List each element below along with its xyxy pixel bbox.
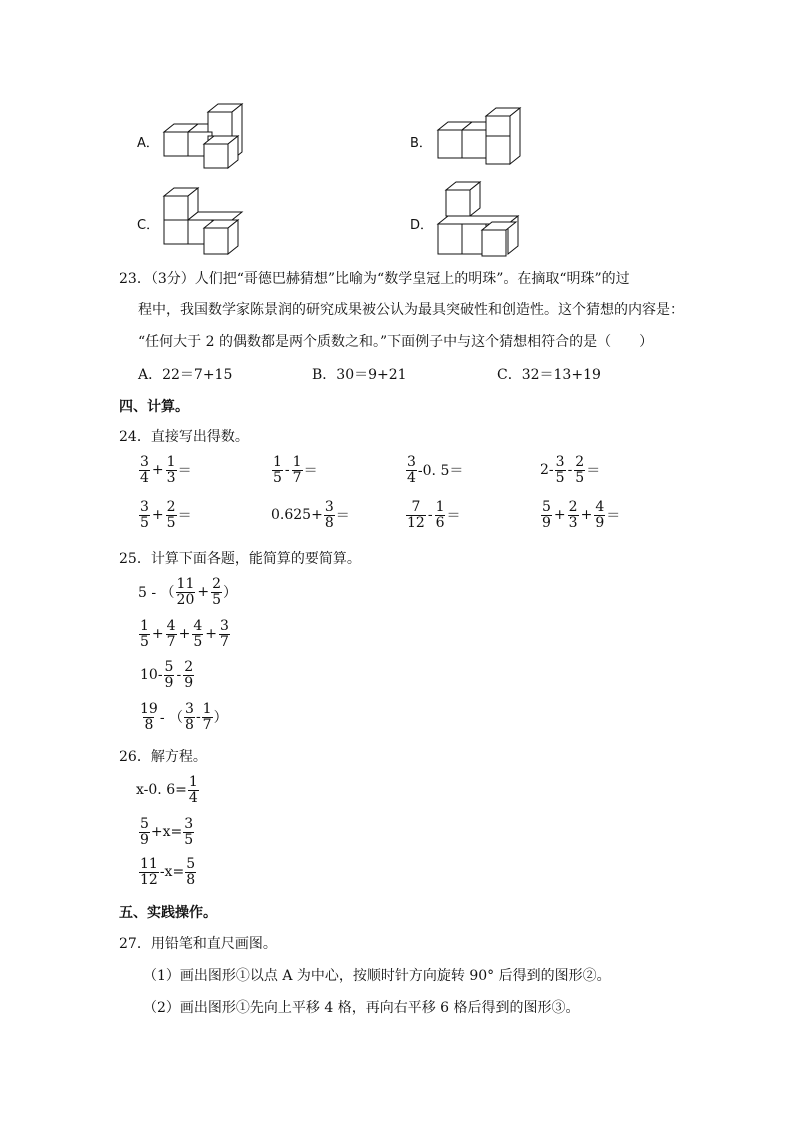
- fraction: $\frac{2}{5}$: [166, 499, 176, 531]
- option-c-label: C．: [137, 218, 160, 233]
- q26-equation-2: $\frac{5}{9}$ +x= $\frac{3}{5}$: [140, 816, 194, 848]
- fraction: $\frac{1}{5}$: [273, 454, 282, 486]
- option-d-label: D．: [410, 218, 434, 233]
- fraction: $\frac{4}{9}$: [595, 499, 605, 531]
- fraction: $\frac{5}{9}$: [542, 499, 551, 531]
- q23-option-c: C．32＝13+19: [497, 367, 601, 383]
- q24-expr-7: $\frac{7}{12}$ - $\frac{1}{6}$ ＝: [407, 499, 461, 531]
- fraction: $\frac{2}{3}$: [568, 499, 578, 531]
- fraction: $\frac{19}{8}$: [140, 701, 158, 733]
- fraction: $\frac{1}{4}$: [188, 774, 198, 806]
- fraction: $\frac{3}{8}$: [185, 701, 194, 733]
- fraction: $\frac{5}{8}$: [186, 856, 196, 888]
- section-5-title: 五、实践操作。: [119, 905, 217, 921]
- fraction: $\frac{5}{9}$: [164, 659, 174, 691]
- q23-line-2: 程中，我国数学家陈景润的研究成果被公认为最具突破性和创造性。这个猜想的内容是：: [138, 302, 684, 318]
- fraction: $\frac{3}{5}$: [184, 816, 194, 848]
- q24-expr-8: $\frac{5}{9}$ + $\frac{2}{3}$ + $\frac{4}{9}$ ＝: [542, 499, 621, 531]
- q25-problem-4: $\frac{19}{8}$ - （ $\frac{3}{8}$ - $\frac{1}{7}$ ）: [140, 701, 228, 733]
- q24-expr-4: 2- $\frac{3}{5}$ - $\frac{2}{5}$ ＝: [540, 454, 601, 486]
- fraction: $\frac{1}{7}$: [292, 454, 302, 486]
- cube-figure-c: [160, 186, 246, 258]
- q26-title: 26．解方程。: [119, 749, 207, 765]
- fraction: $\frac{1}{6}$: [435, 499, 445, 531]
- q24-title: 24．直接写出得数。: [119, 429, 249, 445]
- fraction: $\frac{11}{20}$: [176, 576, 195, 608]
- q24-expr-2: $\frac{1}{5}$ - $\frac{1}{7}$ ＝: [273, 454, 318, 486]
- q24-expr-1: $\frac{3}{4}$ + $\frac{1}{3}$ ＝: [140, 454, 192, 486]
- fraction: $\frac{2}{5}$: [212, 576, 222, 608]
- q25-problem-1: 5 - （ $\frac{11}{20}$ + $\frac{2}{5}$ ）: [138, 576, 238, 608]
- q26-equation-1: x-0. 6= $\frac{1}{4}$: [136, 774, 198, 806]
- q26-equation-3: $\frac{11}{12}$ -x= $\frac{5}{8}$: [140, 856, 196, 888]
- q27-step-1: （1）画出图形①以点 A 为中心，按顺时针方向旋转 90° 后得到的图形②。: [143, 968, 611, 984]
- option-a-label: A．: [137, 136, 159, 151]
- fraction: $\frac{3}{5}$: [140, 499, 149, 531]
- fraction: $\frac{11}{12}$: [140, 856, 158, 888]
- q25-problem-2: $\frac{1}{5}$ + $\frac{4}{7}$ + $\frac{4}{5}$ + $\frac{3}{7}$: [140, 618, 229, 650]
- cube-figure-d: [434, 180, 526, 260]
- option-b-label: B．: [410, 136, 432, 151]
- fraction: $\frac{4}{5}$: [193, 618, 203, 650]
- fraction: $\frac{2}{9}$: [184, 659, 194, 691]
- fraction: $\frac{1}{7}$: [202, 701, 212, 733]
- fraction: $\frac{3}{4}$: [407, 454, 416, 486]
- q23-option-b: B．30＝9+21: [312, 367, 407, 383]
- fraction: $\frac{7}{12}$: [407, 499, 425, 531]
- q23-line-1: 23．（3分）人们把“哥德巴赫猜想”比喻为“数学皇冠上的明珠”。在摘取“明珠”的过: [119, 271, 630, 287]
- fraction: $\frac{4}{7}$: [166, 618, 176, 650]
- fraction: $\frac{2}{5}$: [575, 454, 585, 486]
- fraction: $\frac{3}{5}$: [555, 454, 565, 486]
- fraction: $\frac{3}{4}$: [140, 454, 149, 486]
- cube-figure-a: [160, 104, 250, 172]
- fraction: $\frac{5}{9}$: [140, 816, 149, 848]
- fraction: $\frac{3}{7}$: [219, 618, 229, 650]
- q23-option-a: A．22＝7+15: [138, 367, 233, 383]
- q24-expr-6: 0.625+ $\frac{3}{8}$ ＝: [271, 499, 350, 531]
- section-4-title: 四、计算。: [119, 399, 189, 415]
- q23-line-3: “任何大于 2 的偶数都是两个质数之和。”下面例子中与这个猜想相符合的是（ ）: [138, 334, 654, 350]
- q27-title: 27．用铅笔和直尺画图。: [119, 936, 277, 952]
- fraction: $\frac{1}{3}$: [166, 454, 176, 486]
- fraction: $\frac{1}{5}$: [140, 618, 149, 650]
- q25-title: 25．计算下面各题，能简算的要简算。: [119, 551, 361, 567]
- q24-expr-5: $\frac{3}{5}$ + $\frac{2}{5}$ ＝: [140, 499, 192, 531]
- q25-problem-3: 10- $\frac{5}{9}$ - $\frac{2}{9}$: [140, 659, 194, 691]
- cube-figure-b: [434, 104, 526, 166]
- q27-step-2: （2）画出图形①先向上平移 4 格，再向右平移 6 格后得到的图形③。: [143, 1000, 580, 1016]
- q24-expr-3: $\frac{3}{4}$ -0. 5＝: [407, 454, 464, 486]
- fraction: $\frac{3}{8}$: [324, 499, 334, 531]
